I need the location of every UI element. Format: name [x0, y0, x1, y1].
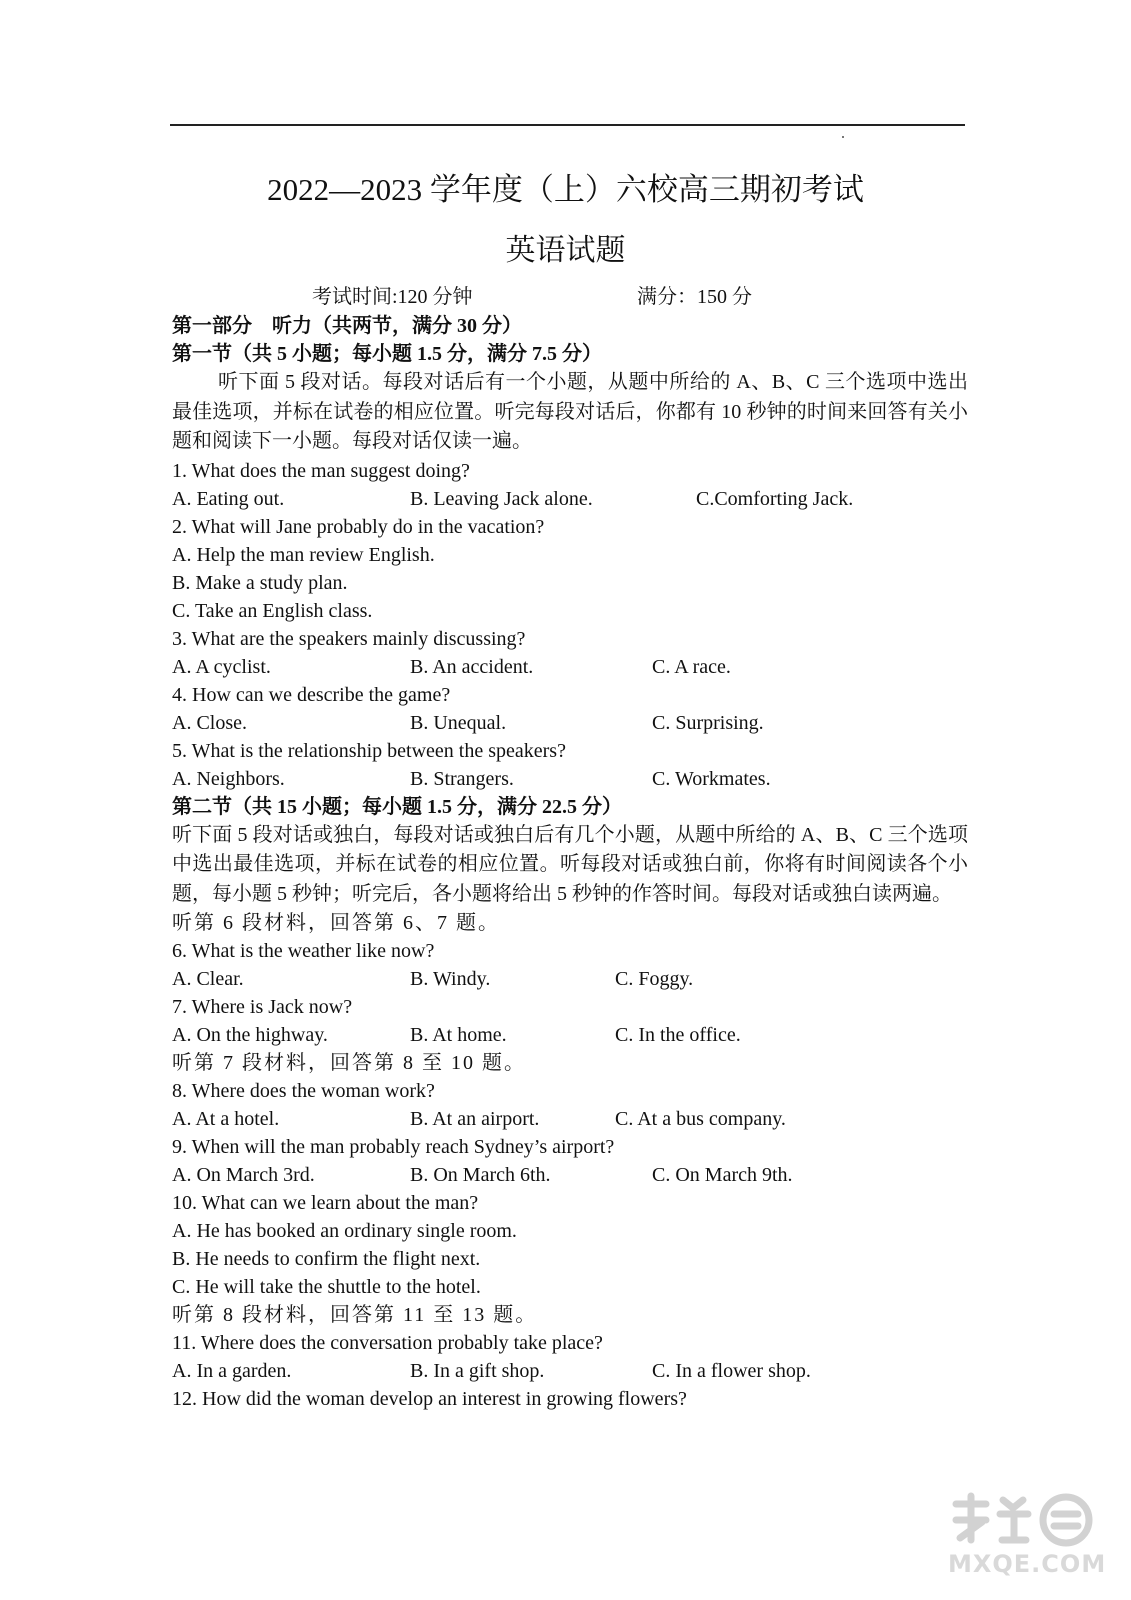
question-11-options [172, 1357, 968, 1385]
q3-option-c: C. A race. [652, 655, 731, 678]
question-11-stem: 11. Where does the conversation probably take place? [172, 1332, 603, 1354]
scan-dot [842, 136, 844, 138]
section1-instructions: 听下面 5 段对话。每段对话后有一个小题，从题中所给的 A、B、C 三个选项中选出最佳选项，并标在试卷的相应位置。听完每段对话后，你都有 10 秒钟的时间来回答有关小题和阅读下一小题。每段对话仅读一遍。 [172, 371, 968, 452]
question-4-options [172, 709, 968, 737]
q2-option-a: A. Help the man review English. [172, 543, 435, 566]
q5-option-b: B. Strangers. [410, 767, 514, 790]
section2-instructions: 听下面 5 段对话或独白，每段对话或独白后有几个小题，从题中所给的 A、B、C 三个选项中选出最佳选项，并标在试卷的相应位置。听每段对话或独白前，你将有时间阅读各个小题，每小题 5 秒钟；听完后，各小题将给出 5 秒钟的作答时间。每段对话或独白读两遍。 [172, 823, 968, 905]
part1-heading: 第一部分 听力（共两节，满分 30 分） [172, 315, 522, 337]
material-7-heading: 听第 7 段材料，回答第 8 至 10 题。 [172, 1052, 526, 1074]
q10-option-c: C. He will take the shuttle to the hotel. [172, 1276, 481, 1298]
q8-option-a: A. At a hotel. [172, 1108, 280, 1130]
q1-option-b: B. Leaving Jack alone. [410, 487, 593, 510]
q8-option-b: B. At an airport. [410, 1108, 540, 1130]
question-5-options [172, 765, 968, 793]
material-6-heading: 听第 6 段材料，回答第 6、7 题。 [172, 912, 500, 934]
q6-option-c: C. Foggy. [615, 968, 694, 990]
question-6-options [172, 965, 968, 993]
q7-option-b: B. At home. [410, 1024, 507, 1046]
question-1-stem: 1. What does the man suggest doing? [172, 459, 470, 482]
q4-option-c: C. Surprising. [652, 711, 764, 734]
question-9-options [172, 1161, 968, 1189]
q2-option-c: C. Take an English class. [172, 599, 373, 622]
q3-option-a: A. A cyclist. [172, 655, 271, 678]
exam-content [172, 312, 968, 1413]
question-6-stem: 6. What is the weather like now? [172, 940, 435, 962]
q11-option-c: C. In a flower shop. [652, 1360, 811, 1382]
question-10-stem: 10. What can we learn about the man? [172, 1192, 479, 1214]
question-5-stem: 5. What is the relationship between the speakers? [172, 739, 566, 762]
q10-option-b: B. He needs to confirm the flight next. [172, 1248, 481, 1270]
question-3-options [172, 653, 968, 681]
q2-option-b: B. Make a study plan. [172, 571, 348, 594]
q1-option-c: C.Comforting Jack. [696, 487, 854, 510]
section1-heading: 第一节（共 5 小题；每小题 1.5 分，满分 7.5 分） [172, 343, 602, 365]
question-8-options [172, 1105, 968, 1133]
q11-option-b: B. In a gift shop. [410, 1360, 545, 1382]
q9-option-a: A. On March 3rd. [172, 1164, 315, 1186]
watermark [948, 1490, 1107, 1590]
q5-option-c: C. Workmates. [652, 767, 771, 790]
q11-option-a: A. In a garden. [172, 1360, 292, 1382]
exam-time: 考试时间:120 分钟 [312, 286, 473, 308]
q3-option-b: B. An accident. [410, 655, 534, 678]
q1-option-a: A. Eating out. [172, 487, 285, 510]
question-8-stem: 8. Where does the woman work? [172, 1080, 435, 1102]
q6-option-a: A. Clear. [172, 968, 244, 990]
question-12-stem: 12. How did the woman develop an interest in growing flowers? [172, 1388, 687, 1410]
q6-option-b: B. Windy. [410, 968, 491, 990]
q7-option-a: A. On the highway. [172, 1024, 328, 1046]
q10-option-a: A. He has booked an ordinary single room. [172, 1220, 517, 1242]
q9-option-c: C. On March 9th. [652, 1164, 793, 1186]
question-9-stem: 9. When will the man probably reach Sydney’s airport? [172, 1136, 615, 1158]
exam-subtitle: 英语试题 [505, 234, 626, 267]
question-7-options [172, 1021, 968, 1049]
question-4-stem: 4. How can we describe the game? [172, 683, 451, 706]
question-2-stem: 2. What will Jane probably do in the vacation? [172, 515, 545, 538]
material-8-heading: 听第 8 段材料，回答第 11 至 13 题。 [172, 1304, 538, 1326]
q9-option-b: B. On March 6th. [410, 1164, 551, 1186]
q7-option-c: C. In the office. [615, 1024, 741, 1046]
q4-option-b: B. Unequal. [410, 711, 507, 734]
section2-heading: 第二节（共 15 小题；每小题 1.5 分，满分 22.5 分） [172, 795, 622, 818]
question-1-options [172, 485, 968, 513]
q8-option-c: C. At a bus company. [615, 1108, 786, 1130]
exam-score: 满分：150 分 [637, 286, 752, 308]
header-rule [170, 124, 965, 126]
question-7-stem: 7. Where is Jack now? [172, 996, 353, 1018]
q4-option-a: A. Close. [172, 711, 247, 734]
watermark-logo-icon [948, 1490, 1098, 1550]
watermark-url: MXQE.COM [948, 1550, 1107, 1578]
q5-option-a: A. Neighbors. [172, 767, 285, 790]
exam-title: 2022—2023 学年度（上）六校高三期初考试 [267, 172, 864, 207]
question-3-stem: 3. What are the speakers mainly discussing? [172, 627, 526, 650]
